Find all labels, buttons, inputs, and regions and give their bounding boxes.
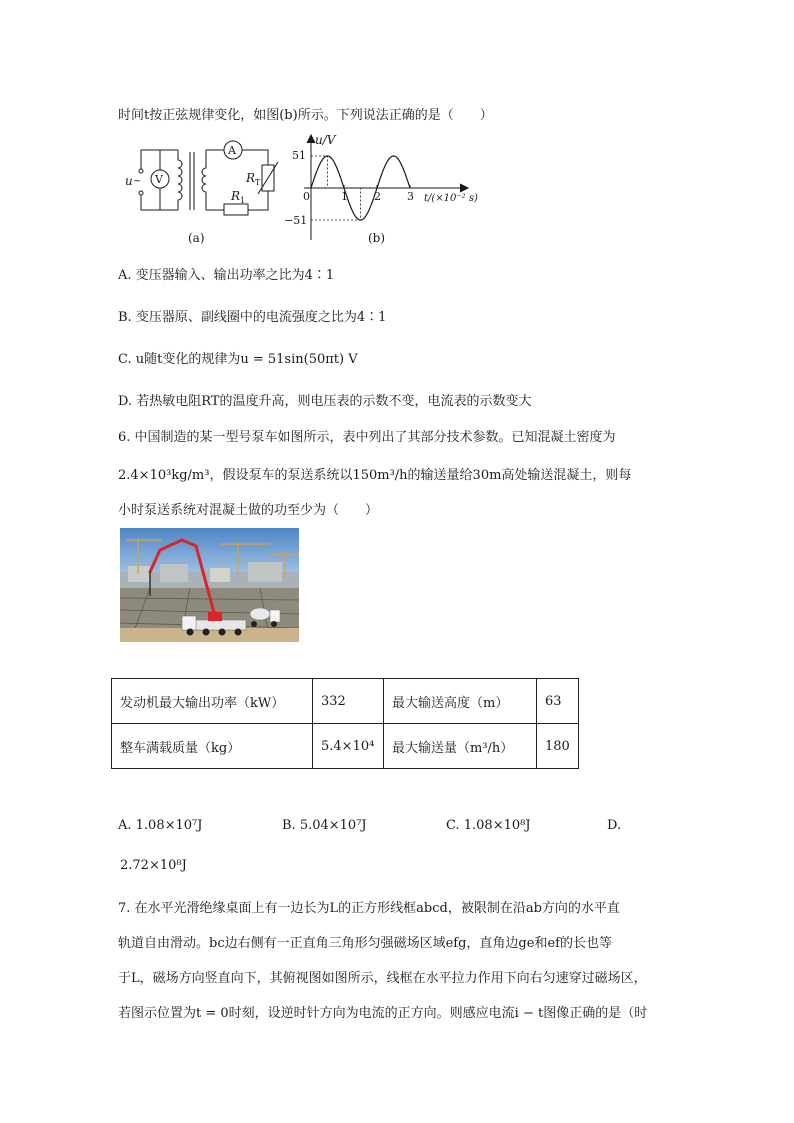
q5-stem: 时间t按正弦规律变化，如图(b)所示。下列说法正确的是（ ） <box>118 108 493 123</box>
q6-option-d-value: 2.72×10⁸J <box>120 858 187 873</box>
q5-option-a: A. 变压器输入、输出功率之比为4∶1 <box>118 268 335 283</box>
q7-stem-line-1: 7. 在水平光滑绝缘桌面上有一边长为L的正方形线框abcd，被限制在沿ab方向的水平直 <box>118 901 620 916</box>
q5-option-b: B. 变压器原、副线圈中的电流强度之比为4∶1 <box>118 310 387 325</box>
q6-option-b: B. 5.04×10⁷J <box>282 818 367 833</box>
peak-guide <box>311 156 328 188</box>
y-axis-label: u/V <box>315 133 336 147</box>
y-max-label: 51 <box>292 149 306 162</box>
table-cell: 整车满载质量（kg） <box>112 724 313 769</box>
spec-table <box>111 678 579 769</box>
x-axis-label: t/(×10⁻² s) <box>424 193 478 204</box>
q6-stem-line-2: 2.4×10³kg/m³，假设泵车的泵送系统以150m³/h的输送量给30m高处输送混凝土，则每 <box>118 468 632 483</box>
table-row <box>112 679 579 724</box>
table-cell: 180 <box>537 724 579 769</box>
q6-stem-line-1: 6. 中国制造的某一型号泵车如图所示，表中列出了其部分技术参数。已知混凝土密度为 <box>118 430 616 445</box>
x-tick-label: 3 <box>407 190 414 203</box>
q6-option-d: D. <box>607 818 622 833</box>
q6-option-c: C. 1.08×10⁸J <box>446 818 531 833</box>
table-cell: 最大输送高度（m） <box>384 679 537 724</box>
q7-stem-line-2: 轨道自由滑动。bc边右侧有一正直角三角形匀强磁场区域efg，直角边ge和ef的长也等 <box>118 936 612 951</box>
r1-label: R <box>231 189 241 203</box>
r1-sub: 1 <box>240 196 246 205</box>
table-cell: 最大输送量（m³/h） <box>384 724 537 769</box>
transformer-circuit-figure <box>120 138 280 248</box>
voltmeter-label: V <box>155 173 163 186</box>
q5-option-c: C. u随t变化的规律为u = 51sin(50πt) V <box>118 352 358 367</box>
table-cell: 5.4×10⁴ <box>313 724 384 769</box>
x-tick-label: 1 <box>341 190 348 203</box>
q7-stem-line-3: 于L，磁场方向竖直向下，其俯视图如图所示，线框在水平拉力作用下向右匀速穿过磁场区， <box>118 971 647 986</box>
q5-option-d: D. 若热敏电阻RT的温度升高，则电压表的示数不变，电流表的示数变大 <box>118 394 532 409</box>
figure-b-caption: (b) <box>368 231 386 245</box>
table-cell: 发动机最大输出功率（kW） <box>112 679 313 724</box>
figure-a-u-label: u <box>125 174 133 188</box>
table-cell: 332 <box>313 679 384 724</box>
pump-truck-photo <box>120 528 299 642</box>
ammeter-label: A <box>228 144 236 157</box>
table-cell: 63 <box>537 679 579 724</box>
rt-label: R <box>246 171 256 185</box>
q6-stem-line-3: 小时泵送系统对混凝土做的功至少为（ ） <box>118 503 379 518</box>
q7-stem-line-4: 若图示位置为t = 0时刻，设逆时针方向为电流的正方向。则感应电流i − t图像正确的是（时 <box>118 1006 648 1021</box>
figure-a-caption: (a) <box>188 231 205 245</box>
trough-guide <box>311 188 361 220</box>
y-min-label: −51 <box>284 214 308 227</box>
q6-option-a: A. 1.08×10⁷J <box>118 818 203 833</box>
origin-label: 0 <box>303 190 310 203</box>
sine-voltage-graph <box>284 128 494 250</box>
table-row <box>112 724 579 769</box>
x-tick-label: 2 <box>374 190 381 203</box>
rt-sub: T <box>255 178 261 187</box>
svg-text:~: ~ <box>133 176 142 187</box>
